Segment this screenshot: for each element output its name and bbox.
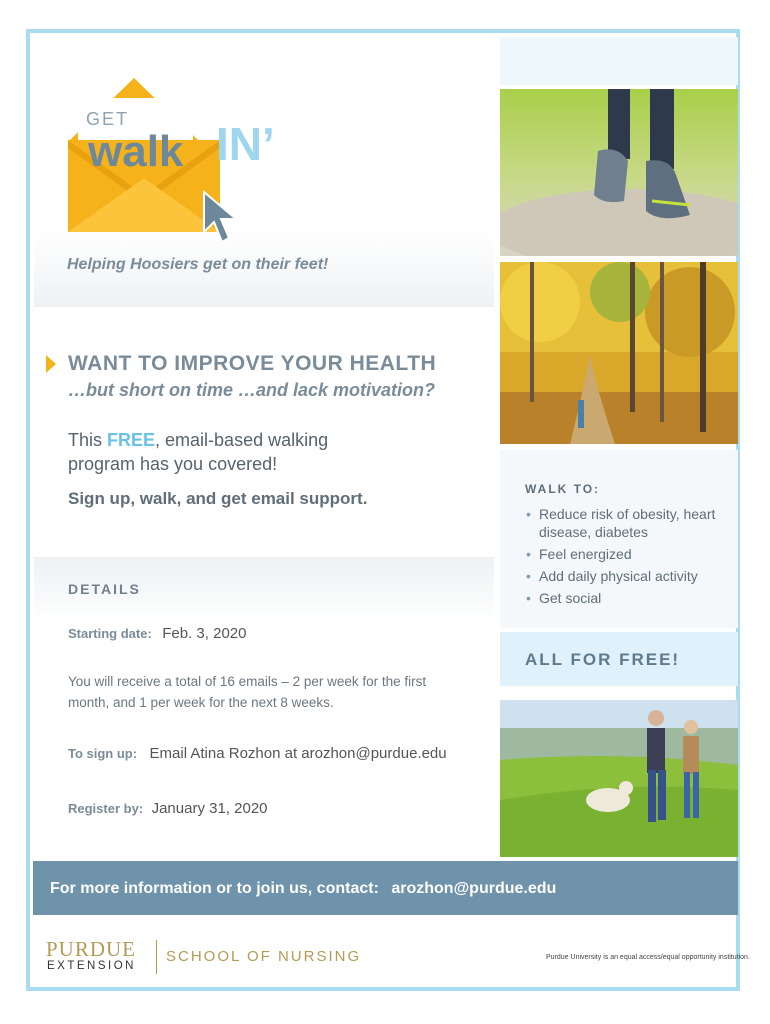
list-item: • Feel energized xyxy=(524,545,734,563)
list-item: • Add daily physical activity xyxy=(524,567,734,585)
purdue-logo-text: PURDUE xyxy=(46,937,137,961)
logo-walk-text: walk xyxy=(88,127,184,176)
list-item: • Get social xyxy=(524,589,734,607)
list-item: • Reduce risk of obesity, heart disease, diabetes xyxy=(524,505,734,541)
contact-text xyxy=(50,880,556,898)
emails-info: You will receive a total of 16 emails – 2 per week for the first month, and 1 per week for the next 8 weeks. xyxy=(68,674,427,710)
eeo-statement: Purdue University is an equal access/equal opportunity institution. xyxy=(546,954,750,961)
logo-get-text: GET xyxy=(86,109,130,129)
register-label: Register by: xyxy=(68,801,144,816)
contact-email-link[interactable]: arozhon@purdue.edu xyxy=(391,880,557,897)
intro-text: This FREE, email-based walking program has you covered! xyxy=(68,430,329,474)
heading-arrow-icon xyxy=(46,355,56,373)
signup-line: Sign up, walk, and get email support. xyxy=(68,489,368,508)
autumn-forest-photo xyxy=(500,262,738,444)
signup-row xyxy=(68,745,447,763)
signup-value[interactable]: Email Atina Rozhon at arozhon@purdue.edu xyxy=(149,745,447,762)
logo-divider xyxy=(156,940,157,974)
main-heading: WANT TO IMPROVE YOUR HEALTH xyxy=(68,352,437,375)
register-value: January 31, 2020 xyxy=(151,800,268,817)
walking-shoes-photo xyxy=(500,89,738,256)
tagline: Helping Hoosiers get on their feet! xyxy=(67,256,329,273)
all-free-text: ALL FOR FREE! xyxy=(525,650,681,669)
contact-label: For more information or to join us, contact: xyxy=(50,880,379,897)
couple-walking-dog-photo xyxy=(500,700,738,857)
signup-label: To sign up: xyxy=(68,746,138,761)
starting-date-label: Starting date: xyxy=(68,626,152,641)
starting-date-value: Feb. 3, 2020 xyxy=(162,625,247,642)
details-title: DETAILS xyxy=(68,581,141,597)
walk-to-list xyxy=(524,505,734,611)
school-of-nursing-text: SCHOOL OF NURSING xyxy=(166,948,362,965)
logo-in-text: IN’ xyxy=(216,118,275,170)
free-highlight: FREE xyxy=(107,430,156,450)
extension-logo-text: EXTENSION xyxy=(47,960,136,972)
sub-heading: …but short on time …and lack motivation? xyxy=(68,380,436,400)
get-walkin-logo xyxy=(58,70,328,250)
starting-date-row xyxy=(68,625,246,643)
right-top-panel xyxy=(500,37,738,85)
register-row xyxy=(68,800,268,818)
walk-to-title: WALK TO: xyxy=(525,482,601,496)
